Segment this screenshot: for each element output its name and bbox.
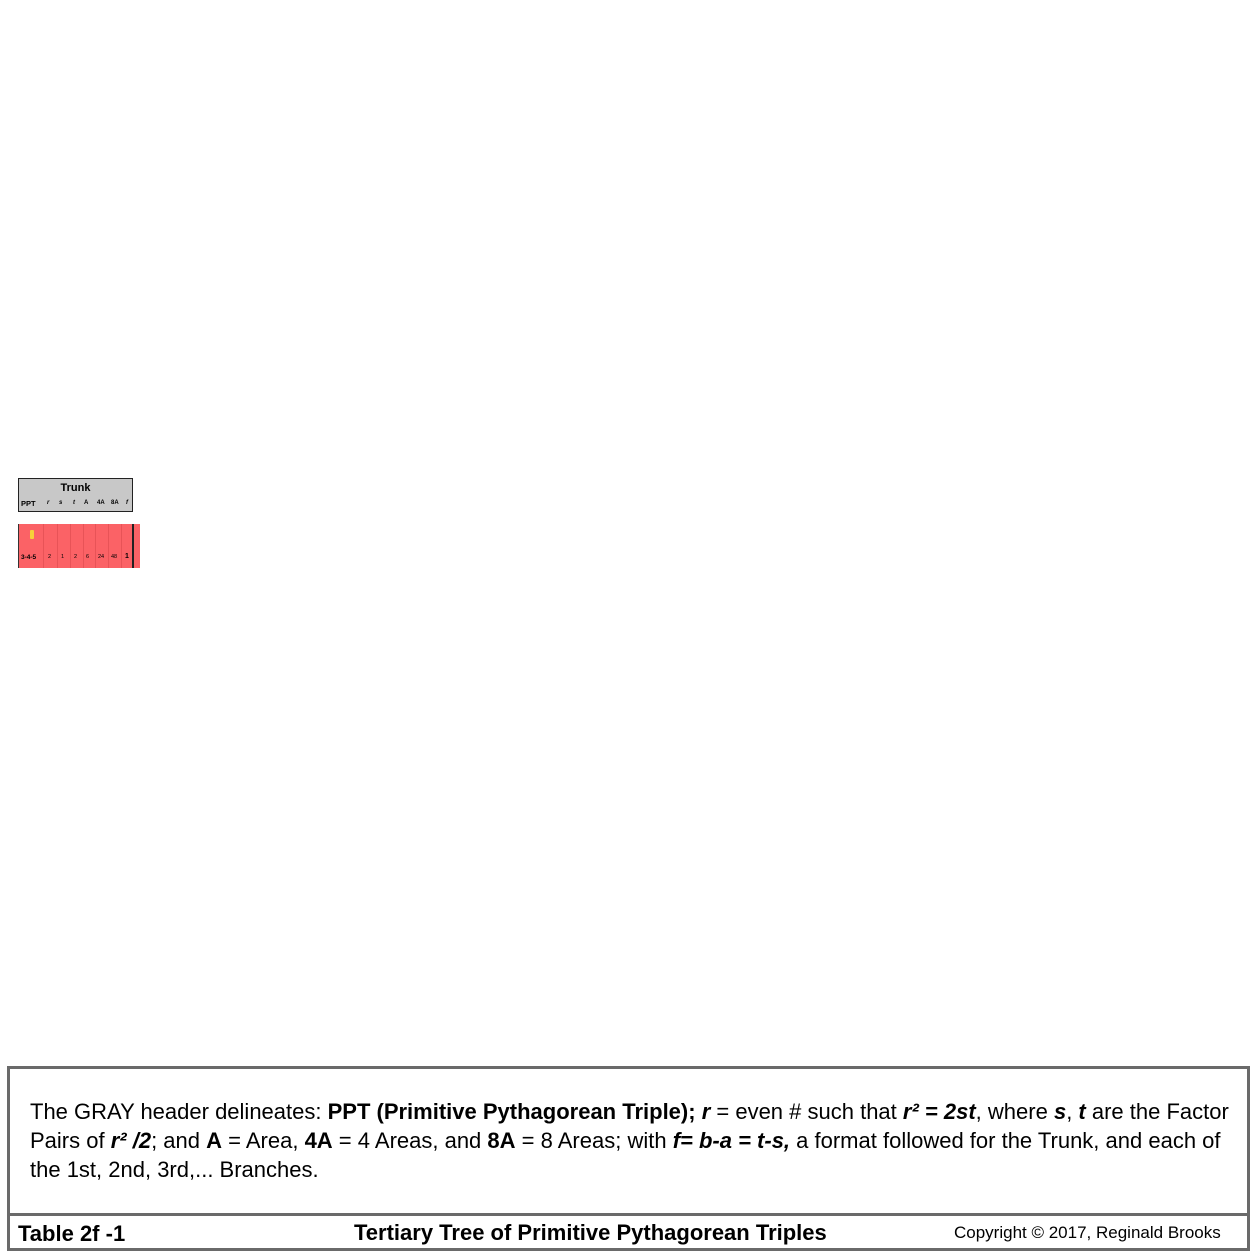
caption-part: s [1053, 1099, 1067, 1124]
val-4a: 24 [98, 554, 105, 560]
col-a: A [84, 500, 89, 506]
caption-part: f= b-a = t-s, [672, 1128, 791, 1153]
trunk-title: Trunk [60, 482, 91, 494]
col-8a: 8A [111, 500, 119, 506]
caption-part: a format followed for the Trunk, and each of the 1st, 2nd, 3rd,... Branches. [30, 1128, 1221, 1182]
val-a: 6 [86, 554, 90, 560]
caption-part: r² /2 [110, 1128, 152, 1153]
caption-divider [10, 1213, 1247, 1216]
caption-part: PPT (Primitive Pythagorean Triple); [327, 1099, 696, 1124]
caption-box [7, 1066, 1250, 1251]
caption-part: The GRAY header delineates: [30, 1099, 328, 1124]
col-t: t [73, 500, 75, 506]
caption-part: 8A [487, 1128, 516, 1153]
caption-part: = even # such that [710, 1099, 903, 1124]
val-r: 2 [48, 554, 52, 560]
cell-divider [95, 524, 96, 568]
val-8a: 48 [111, 554, 118, 560]
yellow-marker [30, 530, 34, 539]
caption-part: , where [975, 1099, 1054, 1124]
cell-divider [43, 524, 44, 568]
val-t: 2 [74, 554, 78, 560]
val-ppt: 3-4-5 [21, 554, 37, 561]
col-f: f [126, 500, 128, 506]
val-s: 1 [61, 554, 65, 560]
table-title: Tertiary Tree of Primitive Pythagorean Triples [354, 1220, 827, 1245]
caption-part: r [701, 1099, 711, 1124]
cell-divider [70, 524, 71, 568]
cell-divider-thick [132, 524, 134, 568]
col-r: r [47, 500, 50, 506]
col-ppt: PPT [21, 499, 36, 508]
caption-part: A [206, 1128, 222, 1153]
caption-part: t [1078, 1099, 1086, 1124]
trunk-header [18, 478, 133, 512]
col-s: s [59, 500, 63, 506]
col-4a: 4A [97, 500, 105, 506]
table-label: Table 2f -1 [18, 1221, 126, 1246]
cell-divider [108, 524, 109, 568]
caption-part: r² = 2st [902, 1099, 976, 1124]
copyright: Copyright © 2017, Reginald Brooks [954, 1223, 1221, 1242]
caption-part: = Area, [222, 1128, 305, 1153]
caption-part: ; and [151, 1128, 207, 1153]
val-f: 1 [125, 553, 129, 560]
caption-part: 4A [304, 1128, 333, 1153]
caption-text [30, 1097, 1230, 1184]
trunk-row [18, 524, 140, 568]
cell-divider [57, 524, 58, 568]
cell-divider [83, 524, 84, 568]
caption-part: , [1066, 1099, 1079, 1124]
cell-divider [121, 524, 122, 568]
caption-part: = 4 Areas, and [332, 1128, 488, 1153]
caption-part: = 8 Areas; with [515, 1128, 673, 1153]
caption-part: are the Factor Pairs of [30, 1099, 1229, 1153]
